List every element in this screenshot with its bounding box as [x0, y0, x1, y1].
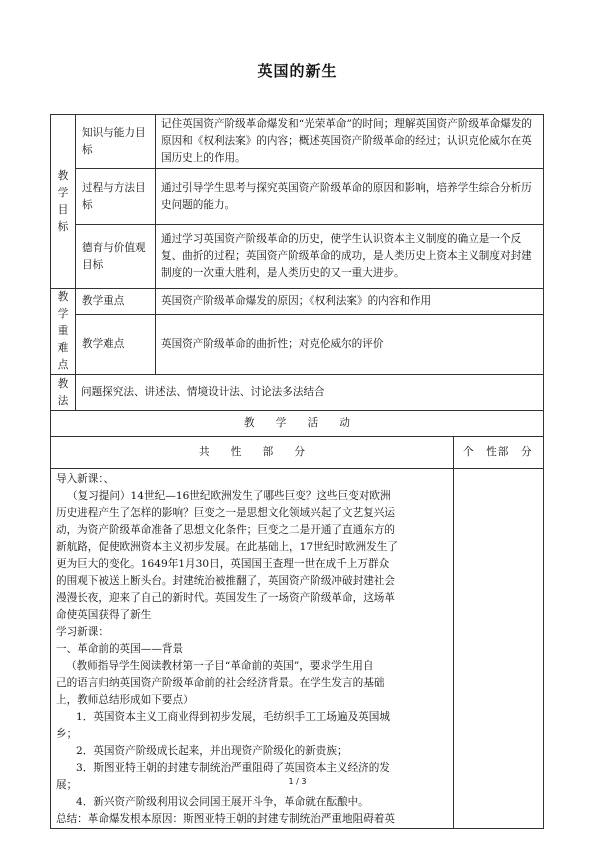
objective-row-values — [51, 225, 544, 289]
content-line: 新航路，促使欧洲资本主义初步发展。在此基础上，17世纪时欧洲发生了 — [56, 541, 398, 553]
activities-header: 教 学 活 动 — [51, 411, 544, 437]
content-line: 导入新课：、 — [56, 473, 115, 485]
content-line: 漫漫长夜，迎来了自己的新时代。英国发生了一场资产阶级革命，这场革 — [56, 592, 395, 604]
individual-section-header: 个 性部 分 — [454, 437, 544, 469]
content-line: 上，教师总结形成如下要点） — [56, 694, 194, 706]
objective-label: 过程与方法目标 — [76, 169, 156, 225]
keypoint-text: 英国资产阶级革命爆发的原因；《权利法案》的内容和作用 — [156, 289, 544, 315]
content-line: 学习新课： — [56, 626, 109, 638]
keypoint-label: 教学重点 — [76, 289, 156, 315]
content-line: 4．新兴资产阶级利用议会同国王展开斗争，革命就在酝酿中。 — [76, 796, 369, 808]
content-line: 的围观下被送上断头台。封建统治被推翻了，英国资产阶级冲破封建社会 — [56, 575, 395, 587]
content-line: 动，为资产阶级革命准备了思想文化条件；巨变之二是开通了直通东方的 — [56, 524, 395, 536]
common-section-header: 共 性 部 分 — [51, 437, 454, 469]
content-line: 3．斯图亚特王朝的封建专制统治严重阻碍了英国资本主义经济的发 — [76, 762, 390, 774]
objective-row-knowledge — [51, 115, 544, 169]
lesson-plan-table — [50, 114, 544, 829]
content-line: 2．英国资产阶级成长起来，并出现资产阶级化的新贵族； — [76, 745, 348, 757]
content-line: 历史进程产生了怎样的影响？巨变之一是思想文化领域兴起了文艺复兴运 — [56, 507, 395, 519]
keypoint-row-focus — [51, 289, 544, 315]
methods-header: 教法 — [51, 375, 76, 411]
methods-text: 问题探究法、讲述法、情境设计法、讨论法多法结合 — [76, 375, 544, 411]
objective-row-process — [51, 169, 544, 225]
objective-label: 知识与能力目标 — [76, 115, 156, 169]
objective-label: 德育与价值观目标 — [76, 225, 156, 289]
activities-header-row — [51, 411, 544, 437]
content-row — [51, 469, 544, 829]
content-line: 己的语言归纳英国资产阶级革命前的社会经济背景。在学生发言的基础 — [56, 677, 385, 689]
page-number: 1 / 3 — [288, 777, 307, 786]
content-line: （教师指导学生阅读教材第一子目“革命前的英国”，要求学生用自 — [66, 660, 374, 672]
objective-text: 通过引导学生思考与探究英国资产阶级革命的原因和影响，培养学生综合分析历史问题的能力。 — [156, 169, 544, 225]
content-line: （复习提问）14世纪—16世纪欧洲发生了哪些巨变？这些巨变对欧洲 — [67, 490, 391, 502]
objective-text: 记住英国资产阶级革命爆发和“光荣革命”的时间；理解英国资产阶级革命爆发的原因和《权利法案》的内容；概述英国资产阶级革命的经过；认识克伦威尔在英国历史上的作用。 — [156, 115, 544, 169]
content-line: 一、革命前的英国——背景 — [56, 643, 184, 655]
content-line: 乡； — [56, 728, 78, 740]
objective-text: 通过学习英国资产阶级革命的历史，使学生认识资本主义制度的确立是一个反复、曲折的过程；英国资产阶级革命的成功，是人类历史上资本主义制度对封建制度的一次重大胜利，是人类历史的又一重大进步。 — [156, 225, 544, 289]
content-line: 展； — [56, 779, 78, 791]
common-content — [51, 469, 454, 829]
keypoint-row-difficulty — [51, 315, 544, 375]
individual-content — [454, 469, 544, 829]
content-line: 命使英国获得了新生 — [56, 609, 152, 621]
keypoint-label: 教学难点 — [76, 315, 156, 375]
content-line: 更为巨大的变化。1649年1月30日，英国国王查理一世在成千上万群众 — [56, 558, 390, 570]
keypoints-header: 教学重难点 — [51, 289, 76, 375]
content-line: 总结：革命爆发根本原因：斯图亚特王朝的封建专制统治严重地阻碍着英 — [56, 813, 395, 825]
keypoint-text: 英国资产阶级革命的曲折性；对克伦威尔的评价 — [156, 315, 544, 375]
section-header-row — [51, 437, 544, 469]
methods-row — [51, 375, 544, 411]
content-line: 1．英国资本主义工商业得到初步发展，毛纺织手工工场遍及英国城 — [76, 711, 390, 723]
objectives-header: 教学目标 — [51, 115, 76, 289]
page-title: 英国的新生 — [257, 62, 338, 80]
